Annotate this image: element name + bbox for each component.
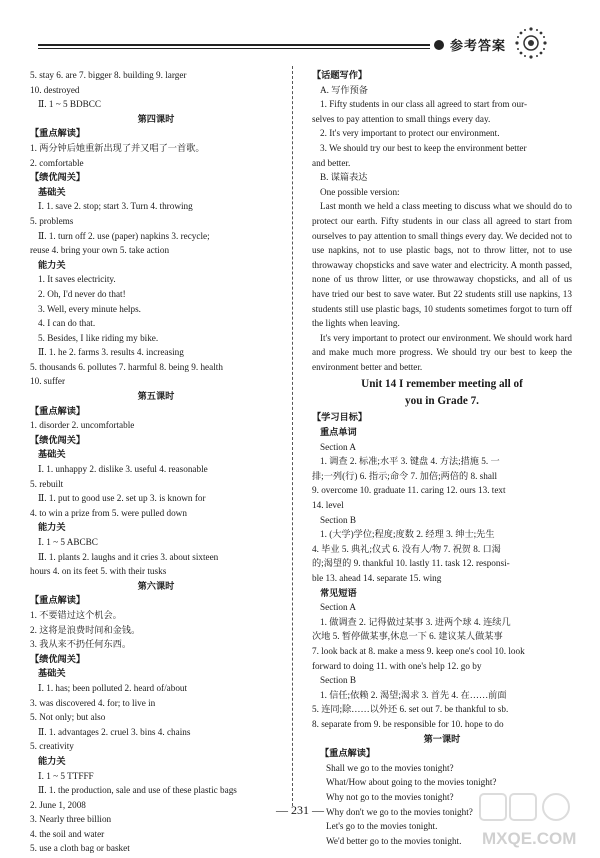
unit-title: Unit 14 I remember meeting all of <box>361 378 523 391</box>
answer-line: 2. comfortable <box>30 157 84 168</box>
answer-line: Ⅱ. 1. plants 2. laughs and it cries 3. about sixteen <box>38 551 219 562</box>
watermark-logo <box>476 790 594 852</box>
answer-line: 7. look back at 8. make a mess 9. keep one's cool 10. look <box>312 645 525 656</box>
answer-line: Why not go to the movies tonight? <box>326 791 454 802</box>
answer-line: Ⅰ. 1. unhappy 2. dislike 3. useful 4. reasonable <box>38 464 208 475</box>
section-heading: 【绩优闯关】 <box>30 434 86 445</box>
answer-line: B. 谋篇表达 <box>320 172 368 183</box>
answer-line: 1. Fifty students in our class all agreed to start from our- <box>320 99 528 110</box>
unit-title: you in Grade 7. <box>405 395 479 408</box>
section-heading: 基础关 <box>38 668 66 679</box>
answer-line: Shall we go to the movies tonight? <box>326 762 454 773</box>
answer-line: Section A <box>320 441 356 452</box>
answer-line: Ⅱ. 1. put to good use 2. set up 3. is known for <box>38 493 206 504</box>
answer-line: Ⅰ. 1. save 2. stop; start 3. Turn 4. throwing <box>38 201 193 212</box>
left-column <box>30 68 282 856</box>
section-heading: 【话题写作】 <box>312 70 368 80</box>
answer-line: Ⅰ. 1 ~ 5 ABCBC <box>38 537 98 547</box>
answer-line: 3. 我从来不扔任何东西。 <box>30 639 132 650</box>
answer-line: 5. thousands 6. pollutes 7. harmful 8. being 9. health <box>30 361 223 372</box>
answer-line: 9. overcome 10. graduate 11. caring 12. ours 13. text <box>312 485 506 496</box>
answer-line: 2. 这将是浪费时间和金钱。 <box>30 624 141 635</box>
answer-line: 4. the soil and water <box>30 828 105 839</box>
section-heading: 第一课时 <box>423 733 461 744</box>
answer-line: and better. <box>312 157 351 168</box>
answer-line: Ⅱ. 1. turn off 2. use (paper) napkins 3. recycle; <box>38 230 210 241</box>
answer-line: 4. 毕业 5. 典礼;仪式 6. 没有人/物 7. 祝贺 8. 口渴 <box>312 543 501 554</box>
answer-line: Why don't we go to the movies tonight? <box>326 806 473 817</box>
answer-line: 1. disorder 2. uncomfortable <box>30 420 135 431</box>
answer-line: 3. Well, every minute helps. <box>38 303 141 314</box>
answer-line: Ⅱ. 1. advantages 2. cruel 3. bins 4. chains <box>38 726 191 737</box>
section-heading: 【重点解读】 <box>30 128 86 139</box>
answer-line: forward to doing 11. with one's help 12. go by <box>312 660 482 671</box>
answer-line: Section B <box>320 675 356 686</box>
header-rule <box>38 44 430 46</box>
answer-line: A. 写作预备 <box>320 84 368 95</box>
answer-line: 5. 连同;除……以外还 6. set out 7. be thankful to sb. <box>312 704 509 715</box>
svg-text:MXQE.COM: MXQE.COM <box>482 829 577 848</box>
section-heading: 【重点解读】 <box>320 748 376 759</box>
answer-line: selves to pay attention to small things every day. <box>312 113 491 124</box>
answer-line: 4. I can do that. <box>38 318 96 329</box>
essay-paragraph: Last month we held a class meeting to discuss what we should do to protect our earth. Fifty students in our class all agreed to start from ourselves to pay attention to small things every day. We decided not to use napkins, not to use plastic bags, not to throw litter, not to use throwaway chopsticks and save water and electricity. A month passed, none of us throw litter, or use throwaway chopsticks, and all of us have tried our best to save water. But 22 students still use napkins, 13 students still use plastic bags, 10 students sometimes forgot to turn off the lights when leaving. <box>312 201 572 329</box>
page-header <box>0 0 600 62</box>
essay-paragraph: It's very important to protect our environment. We should work hard and make much more progress. We should try our best to keep the environment better and better. <box>312 332 572 372</box>
answer-line: 4. to win a prize from 5. were pulled down <box>30 507 187 518</box>
bullet-dot-icon <box>434 40 444 50</box>
answer-line: 10. destroyed <box>30 84 80 95</box>
answer-line: 5. rebuilt <box>30 478 64 489</box>
answer-line: 10. suffer <box>30 376 66 387</box>
answer-line: Ⅰ. 1 ~ 5 TTFFF <box>38 770 94 781</box>
section-heading: 【学习目标】 <box>312 412 368 423</box>
answer-line: 5. use a cloth bag or basket <box>30 843 130 854</box>
section-heading: 常见短语 <box>320 587 357 598</box>
answer-line: 8. separate from 9. be responsible for 10. hope to do <box>312 718 504 729</box>
answer-line: Let's go to the movies tonight. <box>326 821 438 832</box>
header-rule-thin <box>38 48 430 49</box>
answer-line: 3. was discovered 4. for; to live in <box>30 697 156 708</box>
answer-line: 2. It's very important to protect our environment. <box>320 128 500 139</box>
answer-line: 的;渴望的 9. thankful 10. lastly 11. task 12. responsi- <box>312 558 510 569</box>
answer-line: 14. level <box>312 500 344 511</box>
answer-line: Ⅱ. 1. the production, sale and use of these plastic bags <box>38 785 237 796</box>
section-heading: 【绩优闯关】 <box>30 172 86 183</box>
answer-line: 5. Besides, I like riding my bike. <box>38 332 159 343</box>
section-heading: 【绩优闯关】 <box>30 653 86 664</box>
answer-line: 5. stay 6. are 7. bigger 8. building 9. larger <box>30 70 187 80</box>
writing-section <box>312 68 572 199</box>
section-heading: 基础关 <box>38 186 66 197</box>
section-heading: 能力关 <box>38 522 66 533</box>
section-heading: 第五课时 <box>137 391 175 402</box>
answer-line: 1. 信任;依赖 2. 渴望;渴求 3. 首先 4. 在……前面 <box>320 689 507 700</box>
section-heading: 能力关 <box>38 755 66 766</box>
answer-line: 1. 调查 2. 标准;水平 3. 键盘 4. 方法;措施 5. 一 <box>320 456 500 467</box>
answer-line: reuse 4. bring your own 5. take action <box>30 245 170 256</box>
section-heading: 重点单词 <box>320 427 357 438</box>
answer-line: ble 13. ahead 14. separate 15. wing <box>312 573 442 583</box>
answer-line: We'd better go to the movies tonight. <box>326 835 462 846</box>
column-divider <box>292 66 293 806</box>
answer-line: 5. problems <box>30 215 74 226</box>
answer-line: 1. 不要错过这个机会。 <box>30 609 122 620</box>
decorative-sun-icon <box>514 26 548 60</box>
answer-line: What/How about going to the movies tonight? <box>326 777 497 788</box>
answer-line: One possible version: <box>320 186 400 197</box>
right-column <box>312 68 572 848</box>
answer-line: 1. 两分钟后她重新出现了并又唱了一首歌。 <box>30 142 205 153</box>
answer-line: 2. Oh, I'd never do that! <box>38 288 126 299</box>
section-heading: 第六课时 <box>137 580 175 591</box>
answer-line: 排;一列(行) 6. 指示;命令 7. 加倍;两倍的 8. shall <box>312 470 498 481</box>
answer-line: Section A <box>320 602 356 613</box>
answer-line: 3. Nearly three billion <box>30 814 112 825</box>
answer-line: Ⅱ. 1. he 2. farms 3. results 4. increasing <box>38 347 184 358</box>
learning-goals-section <box>312 410 572 848</box>
answer-line: 1. It saves electricity. <box>38 274 116 285</box>
answer-line: Ⅰ. 1. has; been polluted 2. heard of/about <box>38 682 188 693</box>
page-number: — 231 — <box>276 803 324 817</box>
answer-line: 次地 5. 暂停做某事,休息一下 6. 建议某人做某事 <box>312 631 503 642</box>
answer-line: hours 4. on its feet 5. with their tusks <box>30 566 167 577</box>
answer-line: 5. Not only; but also <box>30 712 106 723</box>
section-heading: 基础关 <box>38 449 66 460</box>
answer-line: 5. creativity <box>30 741 74 752</box>
answer-line: Section B <box>320 514 356 525</box>
section-heading: 第四课时 <box>137 113 175 124</box>
answer-line: 1. 做调查 2. 记得做过某事 3. 进两个球 4. 连续几 <box>320 616 511 627</box>
answer-line: 3. We should try our best to keep the environment better <box>320 142 527 153</box>
header-title: 参考答案 <box>450 38 507 53</box>
answer-line: 1. (大学)学位;程度;度数 2. 经理 3. 绅士;先生 <box>320 529 495 540</box>
section-heading: 能力关 <box>38 259 66 270</box>
answer-line: Ⅱ. 1 ~ 5 BDBCC <box>38 99 102 110</box>
answer-line: 2. June 1, 2008 <box>30 799 86 810</box>
section-heading: 【重点解读】 <box>30 595 86 606</box>
section-heading: 【重点解读】 <box>30 405 86 416</box>
